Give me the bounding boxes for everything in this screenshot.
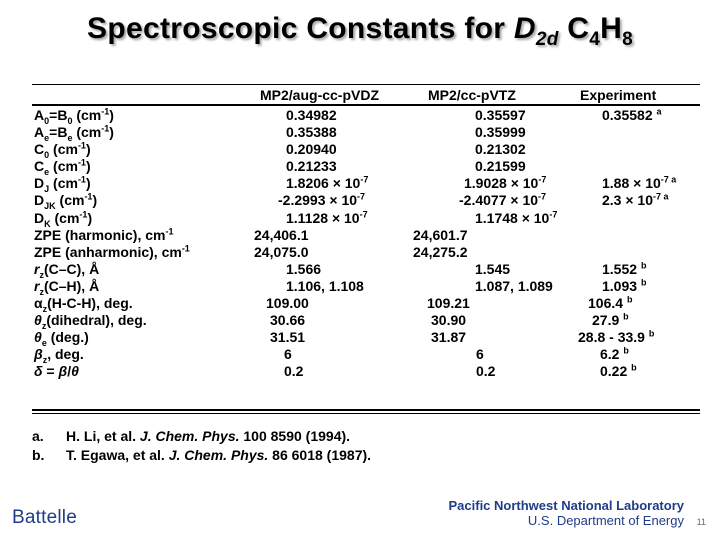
cell-vdz: 31.51: [270, 329, 306, 346]
table-row: [32, 312, 700, 329]
cell-vdz: $-2.2993 \times 10^{-7}$: [278, 191, 366, 209]
table-row: [32, 191, 700, 212]
table-row: [32, 278, 700, 295]
cell-experiment: 27.9 $^b$: [592, 311, 629, 329]
cell-experiment: 0.35582 $^a$: [602, 106, 662, 123]
row-label: $r_z(C-C)$, Å: [34, 260, 100, 280]
cell-vdz: 0.35388: [286, 124, 337, 141]
cell-vtz: 109.21: [427, 295, 470, 312]
table-row: [32, 107, 700, 124]
row-label: $\theta_z(dihedral)$, deg.: [34, 312, 147, 331]
table-row: [32, 363, 700, 380]
row-label: $A_0=B_0$ $(cm^{-1})$: [34, 106, 114, 126]
constants-table: [32, 87, 700, 381]
cell-vdz: 24,406.1: [254, 226, 309, 243]
cell-vdz: 0.20940: [286, 141, 337, 158]
cell-experiment: 28.8 - 33.9 $^b$: [578, 328, 655, 346]
page-number: 11: [696, 517, 706, 527]
department-name: U.S. Department of Energy: [527, 513, 684, 528]
header-vdz: MP2/aug-cc-pVDZ: [260, 87, 380, 103]
table-bottom-rule-2: [32, 413, 700, 414]
table-row: [32, 295, 700, 312]
cell-experiment: 1.552 $^b$: [602, 260, 647, 277]
cell-vdz: $1.8206 \times 10^{-7}$: [286, 174, 369, 192]
table-body: [32, 107, 700, 381]
table-top-rule: [32, 84, 700, 85]
cell-vtz: 0.21302: [475, 141, 526, 158]
cell-experiment: 1.093 $^b$: [602, 277, 647, 294]
header-experiment: Experiment: [580, 87, 657, 103]
row-label: δ = β/θ: [34, 363, 79, 380]
cell-vdz: 109.00: [266, 295, 309, 312]
cell-vtz: 1.087, 1.089: [475, 277, 553, 294]
lab-name: Pacific Northwest National Laboratory: [448, 498, 684, 513]
table-row: [32, 174, 700, 195]
cell-vtz: 0.35597: [475, 107, 526, 123]
slide-title: Spectroscopic Constants for $D_{2d}$ $C_4H_8$: [87, 12, 633, 50]
row-label: ZPE (anharmonic), $cm^{-1}$: [34, 243, 190, 260]
row-label: ZPE (harmonic), $cm^{-1}$: [34, 226, 174, 243]
cell-vtz: 0.35999: [475, 124, 526, 141]
row-label: $D_J$ $(cm^{-1})$: [34, 174, 91, 195]
row-label: $D_K$ $(cm^{-1})$: [34, 208, 93, 229]
row-label: $\beta_z$, deg.: [34, 346, 84, 366]
cell-experiment: $1.88 \times 10^{-7 a}$: [602, 174, 677, 192]
table-row: [32, 157, 700, 178]
table-header: [32, 87, 700, 106]
row-label: $\alpha_z(H-C-H)$, deg.: [34, 295, 133, 314]
row-label: $D_{JK}$ $(cm^{-1})$: [34, 191, 98, 212]
cell-vtz: 0.21599: [475, 158, 526, 175]
cell-vtz: 30.90: [431, 312, 467, 329]
cell-vdz: 1.106, 1.108: [286, 277, 364, 294]
cell-vtz: $-2.4077 \times 10^{-7}$: [459, 191, 547, 209]
table-row: [32, 227, 700, 244]
cell-vdz: 30.66: [270, 312, 306, 329]
row-label: $\theta_e$ (deg.): [34, 329, 89, 349]
cell-vtz: 0.2: [476, 363, 496, 380]
cell-vdz: 6: [284, 346, 292, 363]
battelle-logo: Battelle: [12, 507, 77, 528]
table-row: [32, 345, 700, 366]
cell-vtz: 31.87: [431, 329, 467, 346]
cell-vdz: 0.34982: [286, 107, 337, 123]
cell-vdz: 24,075.0: [254, 243, 309, 260]
cell-vdz: 0.21233: [286, 158, 337, 175]
cell-vtz: 6: [476, 346, 484, 363]
table-row: [32, 328, 700, 349]
cell-experiment: 6.2 $^b$: [600, 345, 629, 363]
cell-experiment: 0.22 $^b$: [600, 362, 637, 380]
cell-vtz: 24,275.2: [413, 243, 468, 260]
table-bottom-rule: [32, 409, 700, 411]
table-row: [32, 210, 700, 227]
row-label: $C_0$ $(cm^{-1})$: [34, 140, 91, 160]
cell-vtz: $1.9028 \times 10^{-7}$: [464, 174, 547, 192]
cell-vdz: $1.1128 \times 10^{-7}$: [286, 208, 368, 226]
pnnl-logo: [449, 498, 685, 528]
table-row: [32, 261, 700, 278]
table-row: [32, 124, 700, 141]
cell-vtz: 24,601.7: [413, 226, 468, 243]
row-label: $r_z(C-H)$, Å: [34, 277, 100, 297]
row-label: $A_e=B_e$ $(cm^{-1})$: [34, 123, 114, 143]
cell-vtz: 1.545: [475, 260, 511, 277]
table-row: [32, 244, 700, 261]
cell-vdz: 1.566: [286, 260, 322, 277]
cell-vdz: 0.2: [284, 363, 304, 380]
cell-experiment: $2.3 \times 10^{-7 a}$: [602, 191, 669, 209]
cell-experiment: 106.4 $^b$: [588, 294, 633, 312]
row-label: $C_e$ $(cm^{-1})$: [34, 157, 91, 178]
header-vtz: MP2/cc-pVTZ: [428, 87, 516, 103]
cell-vtz: $1.1748 \times 10^{-7}$: [475, 208, 558, 226]
table-row: [32, 141, 700, 158]
